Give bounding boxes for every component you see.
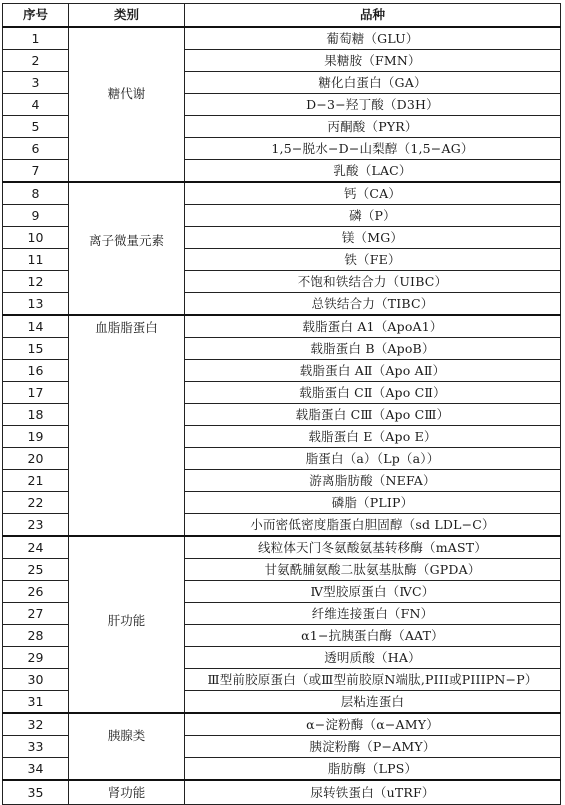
variety-cell: 磷（P）	[185, 205, 561, 227]
row-number: 26	[3, 581, 69, 603]
row-number: 29	[3, 647, 69, 669]
variety-cell: Ⅳ型胶原蛋白（ⅣC）	[185, 581, 561, 603]
variety-cell: 载脂蛋白 CⅡ（Apo CⅡ）	[185, 382, 561, 404]
row-number: 20	[3, 448, 69, 470]
variety-cell: 总铁结合力（TIBC）	[185, 293, 561, 316]
row-number: 23	[3, 514, 69, 537]
table-body	[3, 27, 561, 805]
variety-cell: D−3−羟丁酸（D3H）	[185, 94, 561, 116]
variety-cell: 尿转铁蛋白（uTRF）	[185, 780, 561, 805]
variety-cell: 镁（MG）	[185, 227, 561, 249]
variety-cell: 丙酮酸（PYR）	[185, 116, 561, 138]
category-cell: 肾功能	[69, 780, 185, 805]
variety-cell: Ⅲ型前胶原蛋白（或Ⅲ型前胶原N端肽,PIII或PIIIPN−P）	[185, 669, 561, 691]
variety-cell: 不饱和铁结合力（UIBC）	[185, 271, 561, 293]
table-row	[3, 182, 561, 205]
header-variety: 品种	[185, 4, 561, 28]
row-number: 30	[3, 669, 69, 691]
variety-cell: 小而密低密度脂蛋白胆固醇（sd LDL−C）	[185, 514, 561, 537]
category-cell: 糖代谢	[69, 27, 185, 182]
row-number: 22	[3, 492, 69, 514]
row-number: 28	[3, 625, 69, 647]
row-number: 12	[3, 271, 69, 293]
row-number: 14	[3, 315, 69, 338]
variety-cell: 透明质酸（HA）	[185, 647, 561, 669]
variety-cell: 铁（FE）	[185, 249, 561, 271]
variety-cell: 脂肪酶（LPS）	[185, 758, 561, 781]
row-number: 21	[3, 470, 69, 492]
row-number: 11	[3, 249, 69, 271]
row-number: 34	[3, 758, 69, 781]
row-number: 31	[3, 691, 69, 714]
table-row	[3, 27, 561, 50]
table-row	[3, 536, 561, 559]
table-row	[3, 315, 561, 338]
table-row	[3, 713, 561, 736]
variety-cell: 葡萄糖（GLU）	[185, 27, 561, 50]
category-cell: 胰腺类	[69, 713, 185, 780]
category-cell: 离子微量元素	[69, 182, 185, 315]
variety-cell: 1,5−脱水−D−山梨醇（1,5−AG）	[185, 138, 561, 160]
row-number: 10	[3, 227, 69, 249]
variety-cell: 脂蛋白（a）（Lp（a））	[185, 448, 561, 470]
variety-cell: 纤维连接蛋白（FN）	[185, 603, 561, 625]
category-cell: 肝功能	[69, 536, 185, 713]
row-number: 24	[3, 536, 69, 559]
variety-cell: 乳酸（LAC）	[185, 160, 561, 183]
variety-cell: 游离脂肪酸（NEFA）	[185, 470, 561, 492]
variety-cell: 糖化白蛋白（GA）	[185, 72, 561, 94]
header-no: 序号	[3, 4, 69, 28]
row-number: 15	[3, 338, 69, 360]
variety-cell: 钙（CA）	[185, 182, 561, 205]
row-number: 33	[3, 736, 69, 758]
row-number: 18	[3, 404, 69, 426]
variety-cell: 载脂蛋白 B（ApoB）	[185, 338, 561, 360]
variety-cell: 载脂蛋白 A1（ApoA1）	[185, 315, 561, 338]
variety-cell: α−淀粉酶（α−AMY）	[185, 713, 561, 736]
variety-cell: 层粘连蛋白	[185, 691, 561, 714]
row-number: 25	[3, 559, 69, 581]
row-number: 1	[3, 27, 69, 50]
header-category: 类别	[69, 4, 185, 28]
row-number: 32	[3, 713, 69, 736]
variety-cell: 载脂蛋白 E（Apo E）	[185, 426, 561, 448]
varieties-table	[2, 3, 561, 805]
variety-cell: 线粒体天门冬氨酸氨基转移酶（mAST）	[185, 536, 561, 559]
row-number: 6	[3, 138, 69, 160]
category-cell: 血脂脂蛋白	[69, 315, 185, 536]
variety-cell: 甘氨酰脯氨酸二肽氨基肽酶（GPDA）	[185, 559, 561, 581]
row-number: 7	[3, 160, 69, 183]
row-number: 4	[3, 94, 69, 116]
row-number: 8	[3, 182, 69, 205]
variety-cell: 胰淀粉酶（P−AMY）	[185, 736, 561, 758]
variety-cell: 载脂蛋白 AⅡ（Apo AⅡ）	[185, 360, 561, 382]
row-number: 5	[3, 116, 69, 138]
variety-cell: 载脂蛋白 CⅢ（Apo CⅢ）	[185, 404, 561, 426]
row-number: 16	[3, 360, 69, 382]
row-number: 2	[3, 50, 69, 72]
row-number: 17	[3, 382, 69, 404]
variety-cell: 果糖胺（FMN）	[185, 50, 561, 72]
row-number: 35	[3, 780, 69, 805]
table-row	[3, 780, 561, 805]
row-number: 13	[3, 293, 69, 316]
row-number: 9	[3, 205, 69, 227]
row-number: 27	[3, 603, 69, 625]
variety-cell: 磷脂（PLIP）	[185, 492, 561, 514]
row-number: 3	[3, 72, 69, 94]
header-row	[3, 4, 561, 28]
row-number: 19	[3, 426, 69, 448]
variety-cell: α1−抗胰蛋白酶（AAT）	[185, 625, 561, 647]
